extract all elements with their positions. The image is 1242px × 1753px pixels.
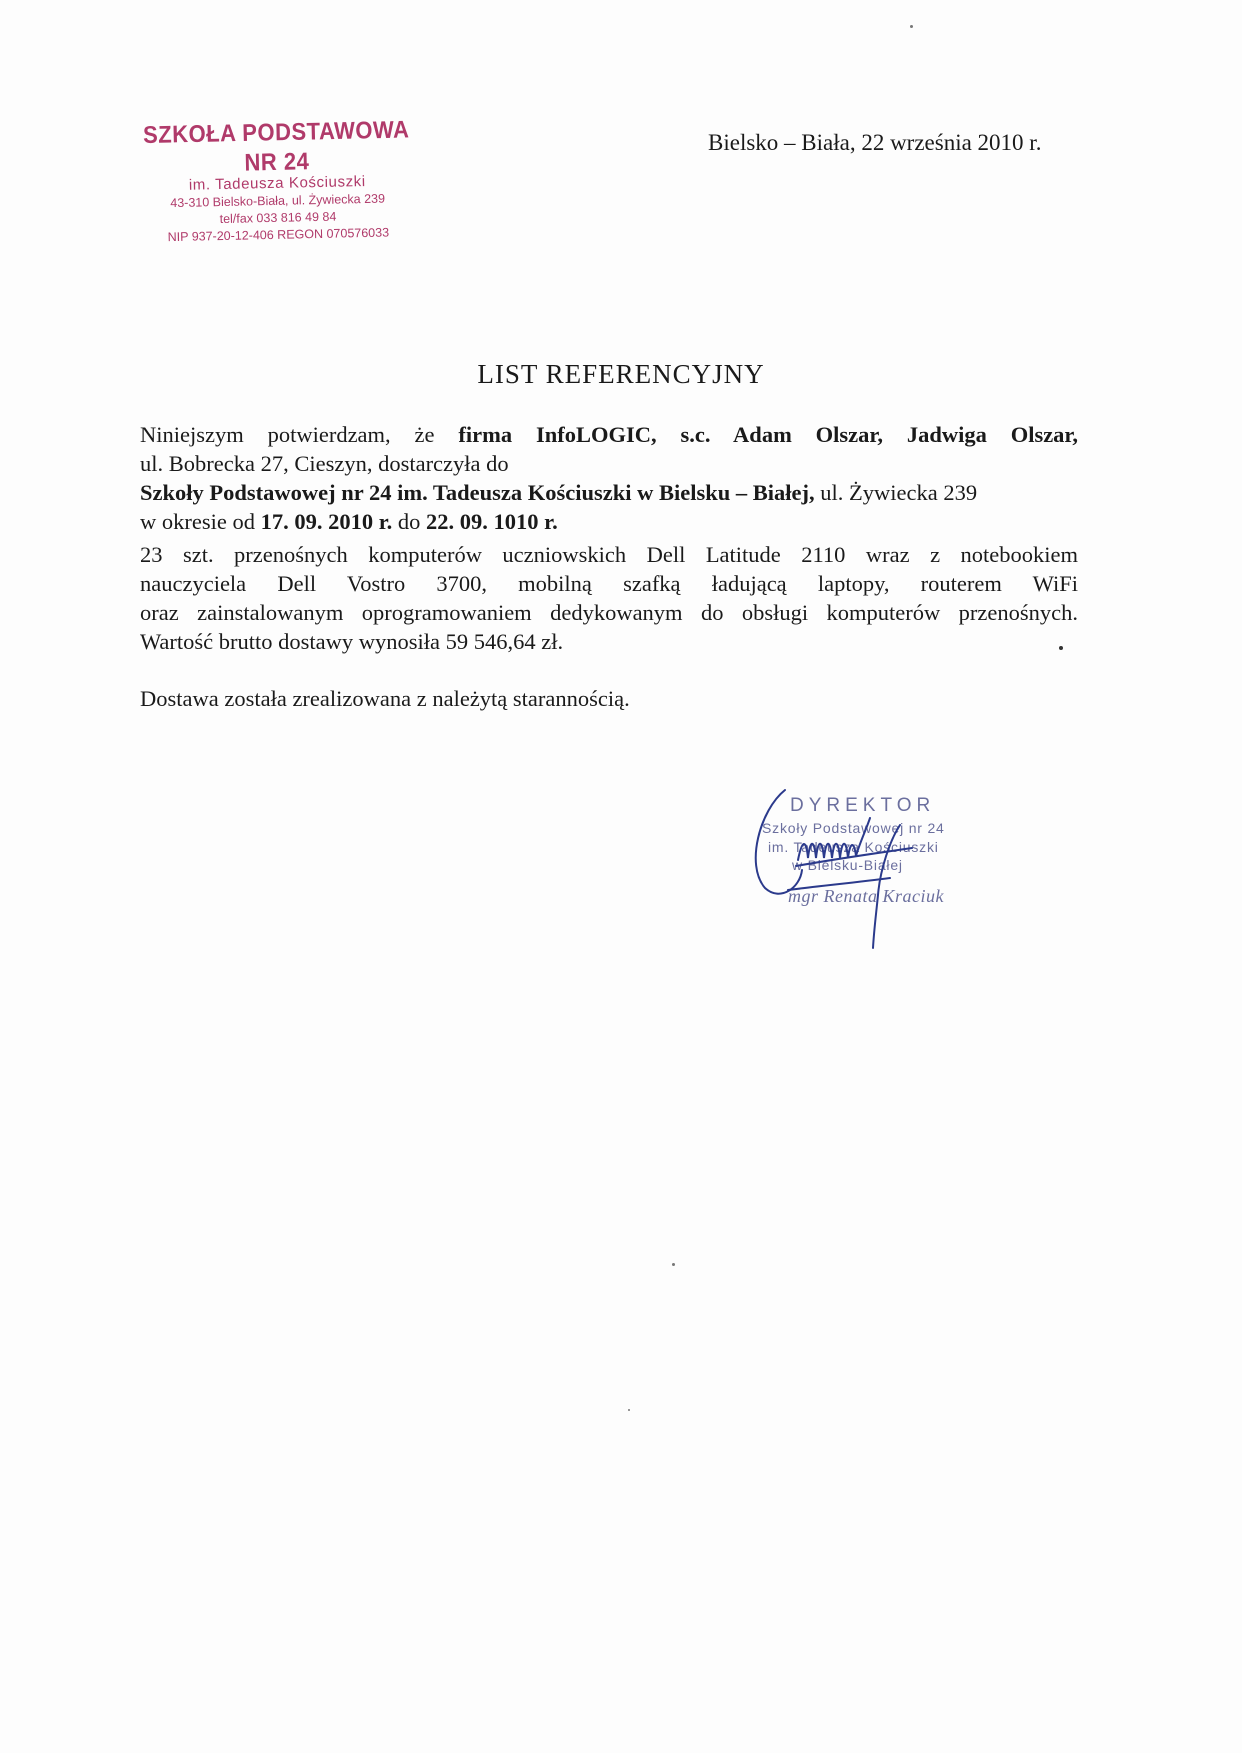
letterhead-patron: im. Tadeusza Kościuszki	[188, 172, 366, 194]
signature-stroke	[788, 878, 890, 890]
signature-stroke	[796, 848, 912, 866]
body-text: w okresie od	[140, 509, 261, 534]
signature-stroke	[756, 790, 802, 894]
handwritten-signature	[740, 770, 1000, 970]
scan-speck	[910, 25, 913, 28]
letter-date: Bielsko – Biała, 22 września 2010 r.	[708, 130, 1042, 155]
body-text: do	[392, 509, 427, 534]
scan-speck	[628, 1409, 630, 1411]
letterhead-phone: tel/fax 033 816 49 84	[219, 209, 337, 227]
school-letterhead-stamp	[126, 117, 429, 247]
letter-body	[140, 420, 1078, 713]
end-date: 22. 09. 1010 r.	[426, 509, 558, 534]
body-line-4	[140, 507, 1078, 536]
body-text: ul. Żywiecka 239	[814, 480, 978, 505]
letterhead-address: 43-310 Bielsko-Biała, ul. Żywiecka 239	[170, 191, 386, 211]
body-text: Niniejszym potwierdzam, że	[140, 422, 459, 447]
company-name: firma InfoLOGIC, s.c. Adam Olszar, Jadwiga Olszar,	[458, 422, 1078, 447]
stamp-line-1: Szkoły Podstawowej nr 24	[762, 820, 945, 836]
start-date: 17. 09. 2010 r.	[260, 509, 393, 534]
school-name: Szkoły Podstawowej nr 24 im. Tadeusza Kościuszki w Bielsku – Białej,	[140, 480, 815, 505]
letterhead-tax-ids: NIP 937-20-12-406 REGON 070576033	[167, 225, 390, 245]
body-line-3	[140, 478, 1078, 507]
scan-speck	[672, 1263, 675, 1266]
stamp-line-2: im. Tadeusza Kościuszki	[768, 839, 939, 855]
body-line-8: Wartość brutto dostawy wynosiła 59 546,64 zł.	[140, 629, 564, 654]
closing-sentence: Dostawa została zrealizowana z należytą starannością.	[140, 686, 630, 711]
letter-title: LIST REFERENCYJNY	[477, 359, 765, 389]
body-line-1	[140, 420, 1078, 449]
stamp-title: DYREKTOR	[790, 795, 936, 816]
stamp-name: mgr Renata Kraciuk	[788, 886, 944, 906]
body-line-2: ul. Bobrecka 27, Cieszyn, dostarczyła do	[140, 451, 509, 476]
body-line-5: 23 szt. przenośnych komputerów uczniowskich Dell Latitude 2110 wraz z notebookiem	[140, 542, 1078, 567]
stamp-line-3: w Bielsku-Białej	[792, 857, 903, 873]
body-line-7: oraz zainstalowanym oprogramowaniem dedykowanym do obsługi komputerów przenośnych.	[140, 600, 1078, 625]
signature-stroke	[873, 825, 900, 948]
body-line-6: nauczyciela Dell Vostro 3700, mobilną szafką ładującą laptopy, routerem WiFi	[140, 571, 1078, 596]
signature-stroke	[798, 818, 870, 860]
letterhead-school-name: SZKOŁA PODSTAWOWA NR 24	[142, 115, 410, 177]
scan-speck	[1059, 646, 1063, 650]
